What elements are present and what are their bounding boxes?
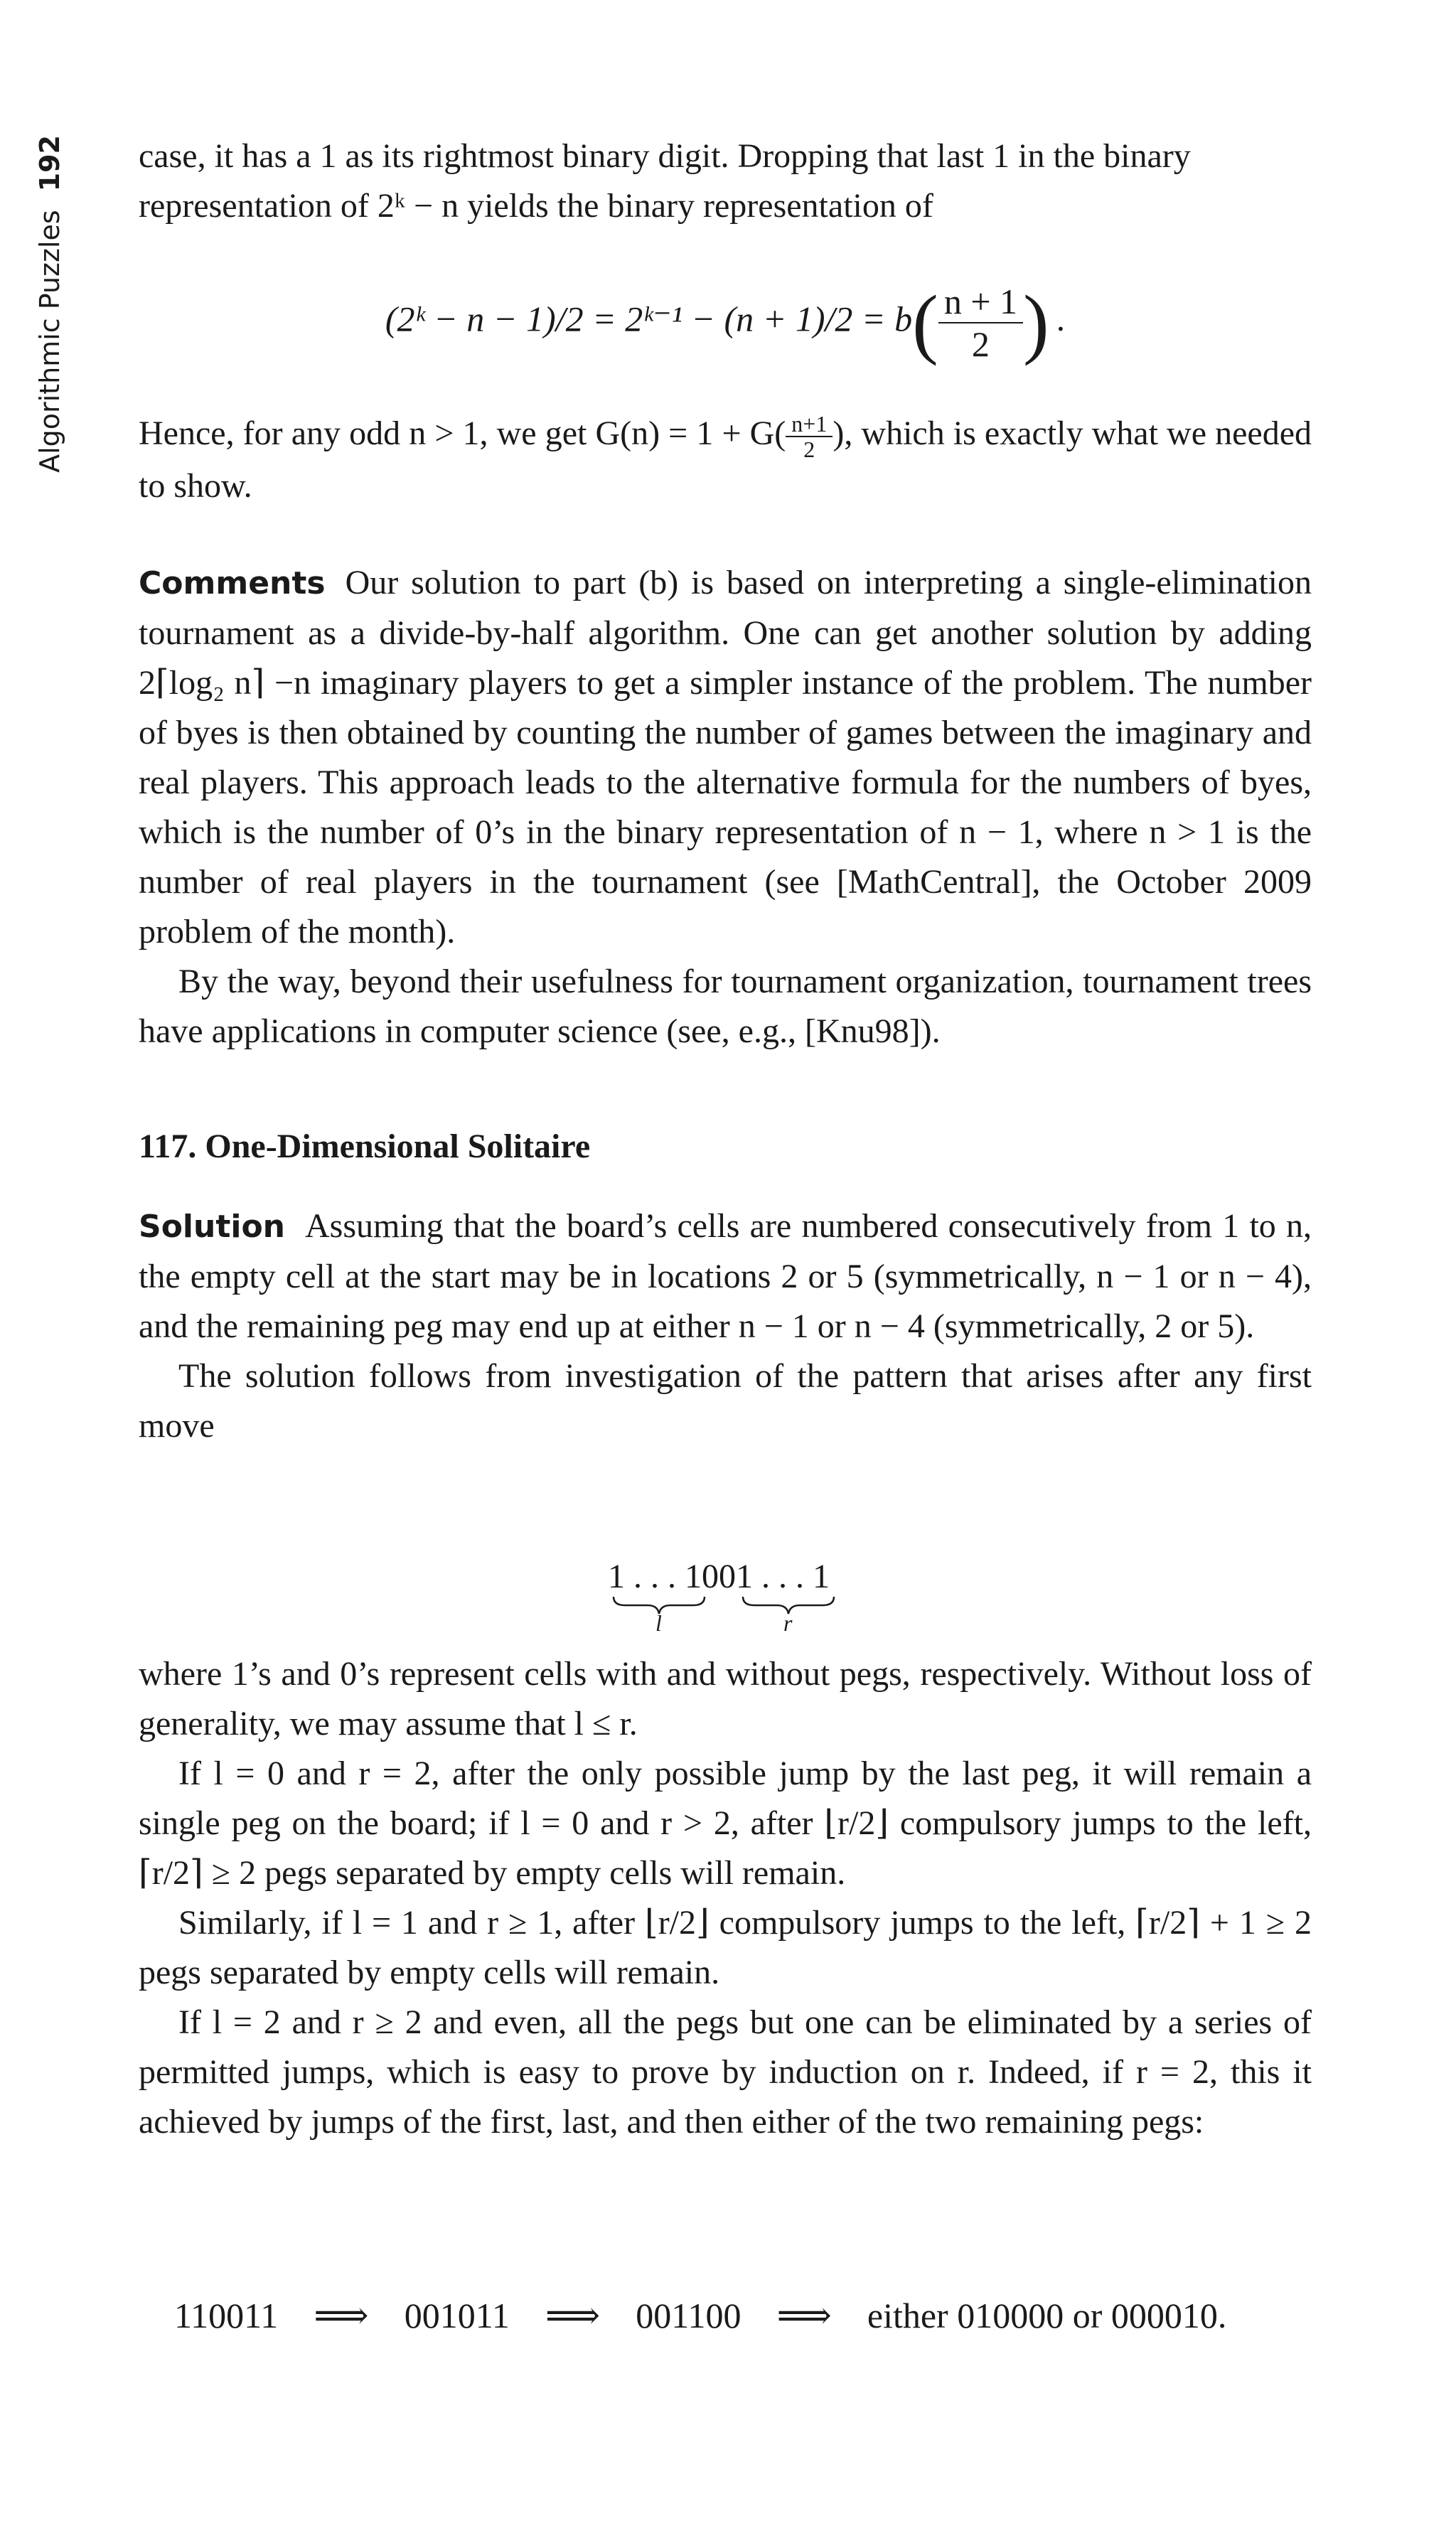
solution-section xyxy=(139,1201,1312,1451)
pattern-text: 1 . . . 1001 . . . 1 xyxy=(608,1558,830,1595)
analysis-paragraph-4: If l = 2 and r ≥ 2 and even, all the pegs but one can be eliminated by a series of permitted jumps, which is easy to prove by induction on r. Indeed, if r = 2, this it achieved by jumps of the first, last, and then either of the two remaining pegs: xyxy=(139,2003,1312,2141)
implies-arrow-3: ⟹ xyxy=(776,2294,832,2337)
section-heading: 117. One-Dimensional Solitaire xyxy=(139,1128,591,1165)
hence-tail: ), which is exactly what we needed to show. xyxy=(139,414,1312,505)
intro-paragraph xyxy=(139,132,1312,231)
equation-lhs: (2ᵏ − n − 1)/2 = 2ᵏ⁻¹ − (n + 1)/2 = b xyxy=(385,299,913,339)
comments-paragraph-1: Our solution to part (b) is based on interpreting a single-elimination tournament as a divide-by-half algorithm. One can get another solution by adding 2⌈log₂ n⌉ −n imaginary players to get a simpler instance of the problem. The number of byes is then obtained by counting the number of games between the imaginary and real players. This approach leads to the alternative formula for the numbers of byes, which is the number of 0’s in the binary representation of n − 1, where n > 1 is the number of real players in the tournament (see [MathCentral], the October 2009 problem of the month). xyxy=(139,564,1312,951)
equation-fraction xyxy=(938,281,1023,365)
running-head-title: Algorithmic Puzzles xyxy=(34,210,65,473)
implies-arrow-1: ⟹ xyxy=(314,2294,369,2337)
hence-fraction xyxy=(786,412,833,461)
hence-text: Hence, for any odd n > 1, we get G(n) = 1 + G( xyxy=(139,414,786,452)
hence-fraction-numerator: n+1 xyxy=(786,412,833,437)
hence-fraction-denominator: 2 xyxy=(803,436,815,462)
jump-sequence xyxy=(174,2293,1226,2338)
analysis-paragraph-1: where 1’s and 0’s represent cells with and without pegs, respectively. Without loss of generality, we may assume that l ≤ r. xyxy=(139,1655,1312,1742)
analysis-section xyxy=(139,1649,1312,2147)
analysis-paragraph-2: If l = 0 and r = 2, after the only possible jump by the last peg, it will remain a single peg on the board; if l = 0 and r > 2, after ⌊r/2⌋ compulsory jumps to the left, ⌈r/2⌉ ≥ 2 pegs separated by empty cells will remain. xyxy=(139,1755,1312,1892)
fraction-numerator: n + 1 xyxy=(938,281,1023,323)
sequence-state-1: 110011 xyxy=(174,2295,279,2335)
comments-paragraph-2: By the way, beyond their usefulness for tournament organization, tournament trees have applications in computer science (see, e.g., [Knu98]). xyxy=(139,963,1312,1050)
hence-paragraph xyxy=(139,409,1312,511)
analysis-paragraph-3: Similarly, if l = 1 and r ≥ 1, after ⌊r/2⌋ compulsory jumps to the left, ⌈r/2⌉ + 1 ≥ 2 pegs separated by empty cells will remain. xyxy=(139,1904,1312,1991)
equation-period: . xyxy=(1056,299,1066,339)
sequence-state-2: 001011 xyxy=(404,2295,510,2335)
solution-lead: Solution xyxy=(139,1209,285,1245)
open-paren: ( xyxy=(912,279,938,366)
fraction-denominator: 2 xyxy=(971,324,990,364)
implies-arrow-2: ⟹ xyxy=(545,2294,601,2337)
sequence-state-3: 001100 xyxy=(636,2295,742,2335)
running-head xyxy=(28,135,71,533)
solution-paragraph-2: The solution follows from investigation of the pattern that arises after any first move xyxy=(139,1357,1312,1445)
comments-lead: Comments xyxy=(139,565,326,601)
display-equation xyxy=(139,281,1312,365)
solution-paragraph-1: Assuming that the board’s cells are numbered consecutively from 1 to n, the empty cell at the start may be in locations 2 or 5 (symmetrically, n − 1 or n − 4), and the remaining peg may end up at either n − 1 or n − 4 (symmetrically, 2 or 5). xyxy=(139,1207,1312,1345)
underbraces xyxy=(601,1592,857,1649)
intro-line-1: case, it has a 1 as its rightmost binary digit. Dropping that last 1 in the binary xyxy=(139,137,1191,175)
peg-pattern xyxy=(601,1557,857,1642)
sequence-final: either 010000 or 000010. xyxy=(867,2295,1227,2335)
close-paren: ) xyxy=(1023,279,1049,366)
intro-line-2: representation of 2ᵏ − n yields the binary representation of xyxy=(139,187,933,225)
brace-label-right: r xyxy=(783,1610,793,1636)
page-number: 192 xyxy=(34,135,65,192)
brace-label-left: l xyxy=(655,1610,662,1636)
comments-section xyxy=(139,558,1312,1056)
